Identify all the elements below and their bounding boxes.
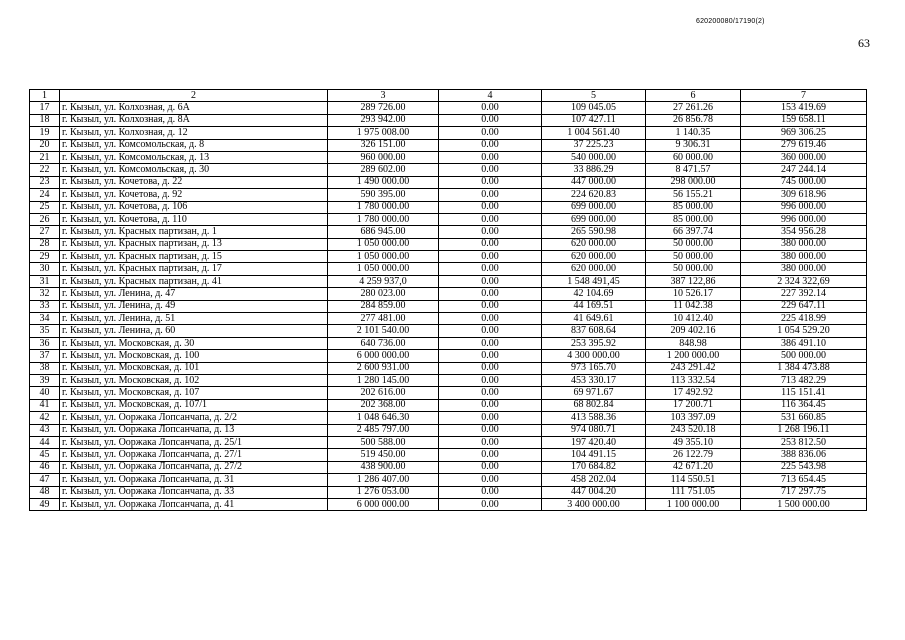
- row-number-cell: 24: [30, 189, 60, 201]
- amount-cell: 85 000.00: [646, 213, 741, 225]
- row-number-cell: 18: [30, 114, 60, 126]
- amount-cell: 387 122,86: [646, 275, 741, 287]
- amount-cell: 17 492.92: [646, 387, 741, 399]
- amount-cell: 85 000.00: [646, 201, 741, 213]
- amount-cell: 699 000.00: [542, 201, 646, 213]
- amount-cell: 4 300 000.00: [542, 350, 646, 362]
- amount-cell: 104 491.15: [542, 449, 646, 461]
- address-cell: г. Кызыл, ул. Комсомольская, д. 30: [60, 164, 328, 176]
- amount-cell: 56 155.21: [646, 189, 741, 201]
- amount-cell: 0.00: [439, 238, 542, 250]
- table-row: [30, 424, 867, 436]
- amount-cell: 153 419.69: [741, 102, 867, 114]
- table-row: [30, 412, 867, 424]
- address-cell: г. Кызыл, ул. Комсомольская, д. 8: [60, 139, 328, 151]
- address-cell: г. Кызыл, ул. Кочетова, д. 106: [60, 201, 328, 213]
- table-row: [30, 374, 867, 386]
- table-row: [30, 436, 867, 448]
- amount-cell: 116 364.45: [741, 399, 867, 411]
- column-number-row: [30, 90, 867, 102]
- row-number-cell: 43: [30, 424, 60, 436]
- amount-cell: 996 000.00: [741, 213, 867, 225]
- amount-cell: 243 520.18: [646, 424, 741, 436]
- amount-cell: 1 500 000.00: [741, 498, 867, 510]
- amount-cell: 50 000.00: [646, 238, 741, 250]
- address-cell: г. Кызыл, ул. Красных партизан, д. 15: [60, 251, 328, 263]
- table-row: [30, 474, 867, 486]
- amount-cell: 1 048 646.30: [328, 412, 439, 424]
- amount-cell: 458 202.04: [542, 474, 646, 486]
- amount-cell: 41 649.61: [542, 313, 646, 325]
- table-row: [30, 127, 867, 139]
- amount-cell: 590 395.00: [328, 189, 439, 201]
- amount-cell: 0.00: [439, 176, 542, 188]
- amount-cell: 326 151.00: [328, 139, 439, 151]
- amount-cell: 974 080.71: [542, 424, 646, 436]
- amount-cell: 10 412.40: [646, 313, 741, 325]
- amount-cell: 1 050 000.00: [328, 251, 439, 263]
- amount-cell: 49 355.10: [646, 436, 741, 448]
- amount-cell: 0.00: [439, 424, 542, 436]
- amount-cell: 0.00: [439, 288, 542, 300]
- amount-cell: 0.00: [439, 461, 542, 473]
- amount-cell: 360 000.00: [741, 151, 867, 163]
- address-cell: г. Кызыл, ул. Московская, д. 107/1: [60, 399, 328, 411]
- table-row: [30, 201, 867, 213]
- amount-cell: 969 306.25: [741, 127, 867, 139]
- amount-cell: 0.00: [439, 127, 542, 139]
- amount-cell: 1 975 008.00: [328, 127, 439, 139]
- table-row: [30, 139, 867, 151]
- table-row: [30, 449, 867, 461]
- address-cell: г. Кызыл, ул. Московская, д. 30: [60, 337, 328, 349]
- row-number-cell: 30: [30, 263, 60, 275]
- amount-cell: 0.00: [439, 399, 542, 411]
- address-cell: г. Кызыл, ул. Красных партизан, д. 41: [60, 275, 328, 287]
- table-row: [30, 337, 867, 349]
- amount-cell: 253 812.50: [741, 436, 867, 448]
- data-table: [29, 89, 867, 511]
- row-number-cell: 32: [30, 288, 60, 300]
- table-row: [30, 461, 867, 473]
- amount-cell: 1 004 561.40: [542, 127, 646, 139]
- address-cell: г. Кызыл, ул. Кочетова, д. 110: [60, 213, 328, 225]
- amount-cell: 453 330.17: [542, 374, 646, 386]
- amount-cell: 1 780 000.00: [328, 201, 439, 213]
- amount-cell: 284 859.00: [328, 300, 439, 312]
- amount-cell: 0.00: [439, 275, 542, 287]
- row-number-cell: 29: [30, 251, 60, 263]
- amount-cell: 170 684.82: [542, 461, 646, 473]
- amount-cell: 107 427.11: [542, 114, 646, 126]
- row-number-cell: 46: [30, 461, 60, 473]
- amount-cell: 640 736.00: [328, 337, 439, 349]
- address-cell: г. Кызыл, ул. Колхозная, д. 12: [60, 127, 328, 139]
- table-row: [30, 325, 867, 337]
- amount-cell: 42 671.20: [646, 461, 741, 473]
- amount-cell: 227 392.14: [741, 288, 867, 300]
- table-row: [30, 102, 867, 114]
- amount-cell: 0.00: [439, 102, 542, 114]
- amount-cell: 354 956.28: [741, 226, 867, 238]
- amount-cell: 115 151.41: [741, 387, 867, 399]
- row-number-cell: 48: [30, 486, 60, 498]
- amount-cell: 1 200 000.00: [646, 350, 741, 362]
- amount-cell: 380 000.00: [741, 251, 867, 263]
- amount-cell: 113 332.54: [646, 374, 741, 386]
- amount-cell: 247 244.14: [741, 164, 867, 176]
- amount-cell: 1 100 000.00: [646, 498, 741, 510]
- column-number-cell: 4: [439, 90, 542, 102]
- amount-cell: 3 400 000.00: [542, 498, 646, 510]
- row-number-cell: 28: [30, 238, 60, 250]
- amount-cell: 0.00: [439, 313, 542, 325]
- table-row: [30, 151, 867, 163]
- table-row: [30, 498, 867, 510]
- column-number-cell: 6: [646, 90, 741, 102]
- amount-cell: 717 297.75: [741, 486, 867, 498]
- column-number-cell: 7: [741, 90, 867, 102]
- address-cell: г. Кызыл, ул. Комсомольская, д. 13: [60, 151, 328, 163]
- row-number-cell: 39: [30, 374, 60, 386]
- row-number-cell: 22: [30, 164, 60, 176]
- amount-cell: 713 654.45: [741, 474, 867, 486]
- amount-cell: 265 590.98: [542, 226, 646, 238]
- amount-cell: 1 286 407.00: [328, 474, 439, 486]
- amount-cell: 2 485 797.00: [328, 424, 439, 436]
- row-number-cell: 31: [30, 275, 60, 287]
- address-cell: г. Кызыл, ул. Ооржака Лопсанчапа, д. 27/1: [60, 449, 328, 461]
- amount-cell: 50 000.00: [646, 263, 741, 275]
- amount-cell: 225 418.99: [741, 313, 867, 325]
- amount-cell: 0.00: [439, 201, 542, 213]
- row-number-cell: 44: [30, 436, 60, 448]
- amount-cell: 0.00: [439, 164, 542, 176]
- amount-cell: 69 971.67: [542, 387, 646, 399]
- amount-cell: 1 490 000.00: [328, 176, 439, 188]
- amount-cell: 277 481.00: [328, 313, 439, 325]
- amount-cell: 837 608.64: [542, 325, 646, 337]
- amount-cell: 0.00: [439, 325, 542, 337]
- amount-cell: 380 000.00: [741, 238, 867, 250]
- table-row: [30, 251, 867, 263]
- table-row: [30, 189, 867, 201]
- address-cell: г. Кызыл, ул. Ленина, д. 49: [60, 300, 328, 312]
- amount-cell: 0.00: [439, 436, 542, 448]
- amount-cell: 2 600 931.00: [328, 362, 439, 374]
- row-number-cell: 25: [30, 201, 60, 213]
- amount-cell: 620 000.00: [542, 263, 646, 275]
- amount-cell: 17 200.71: [646, 399, 741, 411]
- table-row: [30, 313, 867, 325]
- amount-cell: 0.00: [439, 189, 542, 201]
- amount-cell: 540 000.00: [542, 151, 646, 163]
- table-row: [30, 164, 867, 176]
- address-cell: г. Кызыл, ул. Колхозная, д. 8А: [60, 114, 328, 126]
- amount-cell: 33 886.29: [542, 164, 646, 176]
- table-row: [30, 288, 867, 300]
- table-row: [30, 350, 867, 362]
- address-cell: г. Кызыл, ул. Московская, д. 107: [60, 387, 328, 399]
- amount-cell: 9 306.31: [646, 139, 741, 151]
- amount-cell: 620 000.00: [542, 238, 646, 250]
- amount-cell: 27 261.26: [646, 102, 741, 114]
- amount-cell: 4 259 937,0: [328, 275, 439, 287]
- amount-cell: 1 780 000.00: [328, 213, 439, 225]
- amount-cell: 0.00: [439, 263, 542, 275]
- amount-cell: 68 802.84: [542, 399, 646, 411]
- amount-cell: 309 618.96: [741, 189, 867, 201]
- amount-cell: 0.00: [439, 251, 542, 263]
- amount-cell: 447 004.20: [542, 486, 646, 498]
- amount-cell: 197 420.40: [542, 436, 646, 448]
- row-number-cell: 42: [30, 412, 60, 424]
- table-row: [30, 486, 867, 498]
- amount-cell: 413 588.36: [542, 412, 646, 424]
- amount-cell: 253 395.92: [542, 337, 646, 349]
- amount-cell: 447 000.00: [542, 176, 646, 188]
- row-number-cell: 47: [30, 474, 60, 486]
- row-number-cell: 49: [30, 498, 60, 510]
- amount-cell: 44 169.51: [542, 300, 646, 312]
- row-number-cell: 37: [30, 350, 60, 362]
- column-number-cell: 5: [542, 90, 646, 102]
- amount-cell: 279 619.46: [741, 139, 867, 151]
- page-number: 63: [858, 36, 870, 50]
- row-number-cell: 23: [30, 176, 60, 188]
- amount-cell: 26 122.79: [646, 449, 741, 461]
- address-cell: г. Кызыл, ул. Ленина, д. 47: [60, 288, 328, 300]
- amount-cell: 26 856.78: [646, 114, 741, 126]
- amount-cell: 1 050 000.00: [328, 238, 439, 250]
- amount-cell: 713 482.29: [741, 374, 867, 386]
- amount-cell: 42 104.69: [542, 288, 646, 300]
- row-number-cell: 45: [30, 449, 60, 461]
- amount-cell: 0.00: [439, 350, 542, 362]
- amount-cell: 66 397.74: [646, 226, 741, 238]
- amount-cell: 60 000.00: [646, 151, 741, 163]
- amount-cell: 1 276 053.00: [328, 486, 439, 498]
- amount-cell: 289 726.00: [328, 102, 439, 114]
- amount-cell: 224 620.83: [542, 189, 646, 201]
- amount-cell: 0.00: [439, 486, 542, 498]
- table-row: [30, 176, 867, 188]
- amount-cell: 386 491.10: [741, 337, 867, 349]
- amount-cell: 0.00: [439, 139, 542, 151]
- address-cell: г. Кызыл, ул. Ооржака Лопсанчапа, д. 2/2: [60, 412, 328, 424]
- amount-cell: 0.00: [439, 337, 542, 349]
- amount-cell: 973 165.70: [542, 362, 646, 374]
- amount-cell: 620 000.00: [542, 251, 646, 263]
- amount-cell: 202 616.00: [328, 387, 439, 399]
- row-number-cell: 34: [30, 313, 60, 325]
- amount-cell: 1 268 196.11: [741, 424, 867, 436]
- amount-cell: 280 023.00: [328, 288, 439, 300]
- row-number-cell: 17: [30, 102, 60, 114]
- table-row: [30, 238, 867, 250]
- table-row: [30, 263, 867, 275]
- row-number-cell: 33: [30, 300, 60, 312]
- amount-cell: 1 140.35: [646, 127, 741, 139]
- amount-cell: 1 054 529.20: [741, 325, 867, 337]
- row-number-cell: 20: [30, 139, 60, 151]
- amount-cell: 500 588.00: [328, 436, 439, 448]
- amount-cell: 0.00: [439, 114, 542, 126]
- amount-cell: 202 368.00: [328, 399, 439, 411]
- address-cell: г. Кызыл, ул. Колхозная, д. 6А: [60, 102, 328, 114]
- address-cell: г. Кызыл, ул. Ооржака Лопсанчапа, д. 33: [60, 486, 328, 498]
- amount-cell: 8 471.57: [646, 164, 741, 176]
- address-cell: г. Кызыл, ул. Кочетова, д. 22: [60, 176, 328, 188]
- amount-cell: 2 324 322,69: [741, 275, 867, 287]
- amount-cell: 159 658.11: [741, 114, 867, 126]
- amount-cell: 2 101 540.00: [328, 325, 439, 337]
- amount-cell: 11 042.38: [646, 300, 741, 312]
- table-row: [30, 226, 867, 238]
- amount-cell: 1 548 491,45: [542, 275, 646, 287]
- amount-cell: 0.00: [439, 498, 542, 510]
- table-body: [30, 90, 867, 511]
- row-number-cell: 26: [30, 213, 60, 225]
- amount-cell: 0.00: [439, 300, 542, 312]
- row-number-cell: 35: [30, 325, 60, 337]
- amount-cell: 699 000.00: [542, 213, 646, 225]
- amount-cell: 109 045.05: [542, 102, 646, 114]
- address-cell: г. Кызыл, ул. Красных партизан, д. 1: [60, 226, 328, 238]
- amount-cell: 0.00: [439, 151, 542, 163]
- address-cell: г. Кызыл, ул. Московская, д. 101: [60, 362, 328, 374]
- amount-cell: 438 900.00: [328, 461, 439, 473]
- table-row: [30, 362, 867, 374]
- amount-cell: 114 550.51: [646, 474, 741, 486]
- amount-cell: 745 000.00: [741, 176, 867, 188]
- amount-cell: 0.00: [439, 362, 542, 374]
- amount-cell: 686 945.00: [328, 226, 439, 238]
- row-number-cell: 19: [30, 127, 60, 139]
- amount-cell: 289 602.00: [328, 164, 439, 176]
- row-number-cell: 38: [30, 362, 60, 374]
- address-cell: г. Кызыл, ул. Ооржака Лопсанчапа, д. 13: [60, 424, 328, 436]
- amount-cell: 103 397.09: [646, 412, 741, 424]
- amount-cell: 37 225.23: [542, 139, 646, 151]
- table-row: [30, 275, 867, 287]
- amount-cell: 0.00: [439, 226, 542, 238]
- amount-cell: 848.98: [646, 337, 741, 349]
- row-number-cell: 41: [30, 399, 60, 411]
- amount-cell: 0.00: [439, 387, 542, 399]
- amount-cell: 0.00: [439, 213, 542, 225]
- amount-cell: 6 000 000.00: [328, 498, 439, 510]
- address-cell: г. Кызыл, ул. Красных партизан, д. 13: [60, 238, 328, 250]
- amount-cell: 111 751.05: [646, 486, 741, 498]
- table-row: [30, 114, 867, 126]
- address-cell: г. Кызыл, ул. Ленина, д. 60: [60, 325, 328, 337]
- table-row: [30, 387, 867, 399]
- amount-cell: 0.00: [439, 449, 542, 461]
- table-row: [30, 300, 867, 312]
- amount-cell: 380 000.00: [741, 263, 867, 275]
- amount-cell: 1 280 145.00: [328, 374, 439, 386]
- address-cell: г. Кызыл, ул. Ленина, д. 51: [60, 313, 328, 325]
- row-number-cell: 27: [30, 226, 60, 238]
- amount-cell: 500 000.00: [741, 350, 867, 362]
- address-cell: г. Кызыл, ул. Ооржака Лопсанчапа, д. 41: [60, 498, 328, 510]
- address-cell: г. Кызыл, ул. Московская, д. 102: [60, 374, 328, 386]
- amount-cell: 0.00: [439, 374, 542, 386]
- amount-cell: 298 000.00: [646, 176, 741, 188]
- amount-cell: 6 000 000.00: [328, 350, 439, 362]
- column-number-cell: 3: [328, 90, 439, 102]
- amount-cell: 0.00: [439, 412, 542, 424]
- row-number-cell: 40: [30, 387, 60, 399]
- amount-cell: 10 526.17: [646, 288, 741, 300]
- table-row: [30, 213, 867, 225]
- document-code: 620200080/17190(2): [696, 18, 765, 25]
- address-cell: г. Кызыл, ул. Ооржака Лопсанчапа, д. 31: [60, 474, 328, 486]
- amount-cell: 1 050 000.00: [328, 263, 439, 275]
- amount-cell: 519 450.00: [328, 449, 439, 461]
- row-number-cell: 21: [30, 151, 60, 163]
- amount-cell: 531 660.85: [741, 412, 867, 424]
- amount-cell: 50 000.00: [646, 251, 741, 263]
- amount-cell: 243 291.42: [646, 362, 741, 374]
- amount-cell: 0.00: [439, 474, 542, 486]
- amount-cell: 388 836.06: [741, 449, 867, 461]
- address-cell: г. Кызыл, ул. Московская, д. 100: [60, 350, 328, 362]
- table-row: [30, 399, 867, 411]
- address-cell: г. Кызыл, ул. Ооржака Лопсанчапа, д. 25/1: [60, 436, 328, 448]
- amount-cell: 1 384 473.88: [741, 362, 867, 374]
- amount-cell: 960 000.00: [328, 151, 439, 163]
- amount-cell: 209 402.16: [646, 325, 741, 337]
- amount-cell: 225 543.98: [741, 461, 867, 473]
- row-number-cell: 36: [30, 337, 60, 349]
- column-number-cell: 1: [30, 90, 60, 102]
- amount-cell: 229 647.11: [741, 300, 867, 312]
- column-number-cell: 2: [60, 90, 328, 102]
- address-cell: г. Кызыл, ул. Кочетова, д. 92: [60, 189, 328, 201]
- amount-cell: 293 942.00: [328, 114, 439, 126]
- amount-cell: 996 000.00: [741, 201, 867, 213]
- address-cell: г. Кызыл, ул. Красных партизан, д. 17: [60, 263, 328, 275]
- address-cell: г. Кызыл, ул. Ооржака Лопсанчапа, д. 27/2: [60, 461, 328, 473]
